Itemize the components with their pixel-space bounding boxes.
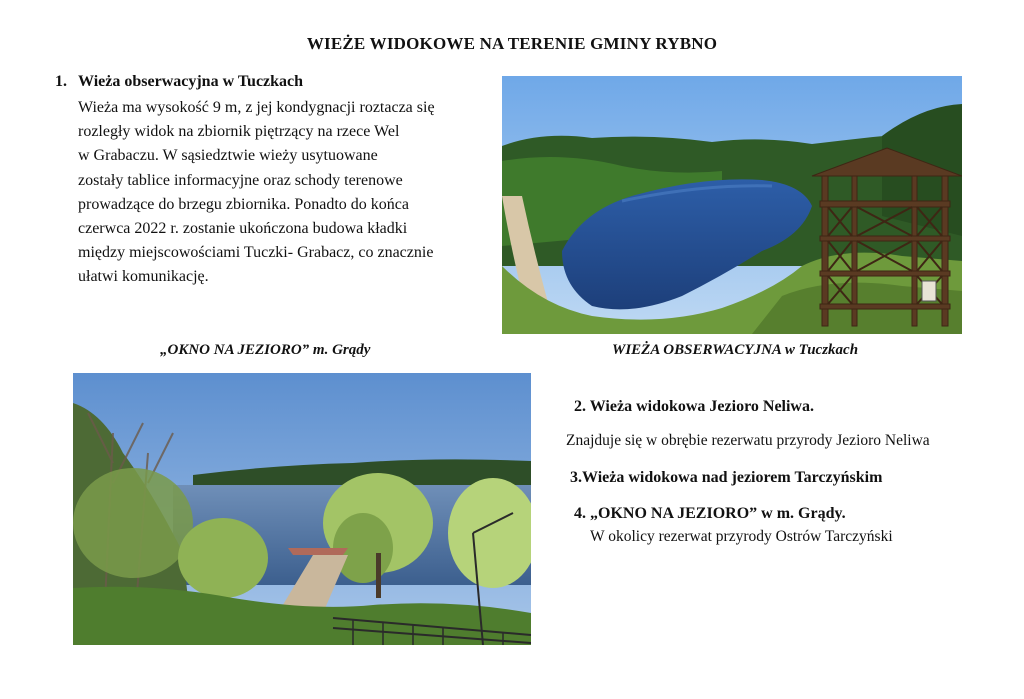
section-1-line: między miejscowościami Tuczki- Grabacz, co znacznie <box>78 244 434 262</box>
caption-wieza-obserwacyjna: WIEŻA OBSERWACYJNA w Tuczkach <box>612 342 859 358</box>
section-1-number: 1. <box>55 73 67 90</box>
section-1-line: czerwca 2022 r. zostanie ukończona budowa kładki <box>78 220 408 238</box>
section-2-body: Znajduje się w obrębie rezerwatu przyrody Jezioro Neliwa <box>566 432 930 449</box>
section-1-heading: Wieża obserwacyjna w Tuczkach <box>78 73 304 90</box>
section-3-heading: 3.Wieża widokowa nad jeziorem Tarczyńskim <box>570 469 883 486</box>
section-1-line: Wieża ma wysokość 9 m, z jej kondygnacji roztacza się <box>78 99 435 116</box>
section-4-body: W okolicy rezerwat przyrody Ostrów Tarczyński <box>590 528 893 545</box>
page-title: WIEŻE WIDOKOWE NA TERENIE GMINY RYBNO <box>306 34 718 53</box>
section-1-line: ułatwi komunikację. <box>78 268 209 286</box>
section-1-line: prowadzące do brzegu zbiornika. Ponadto do końca <box>78 195 409 213</box>
lake-photo <box>73 373 531 645</box>
section-1-body <box>78 96 488 290</box>
section-1-line: w Grabaczu. W sąsiedztwie wieży usytuowane <box>78 147 378 165</box>
section-1-line: zostały tablice informacyjne oraz schody terenowe <box>78 171 403 189</box>
caption-okno-na-jezioro: „OKNO NA JEZIORO” m. Grądy <box>160 342 371 358</box>
section-1-line: rozległy widok na zbiornik piętrzący na rzece Wel <box>78 123 400 141</box>
section-2-heading: 2. Wieża widokowa Jezioro Neliwa. <box>574 398 814 415</box>
tower-photo <box>502 76 962 334</box>
section-4-heading: 4. „OKNO NA JEZIORO” w m. Grądy. <box>574 505 846 522</box>
